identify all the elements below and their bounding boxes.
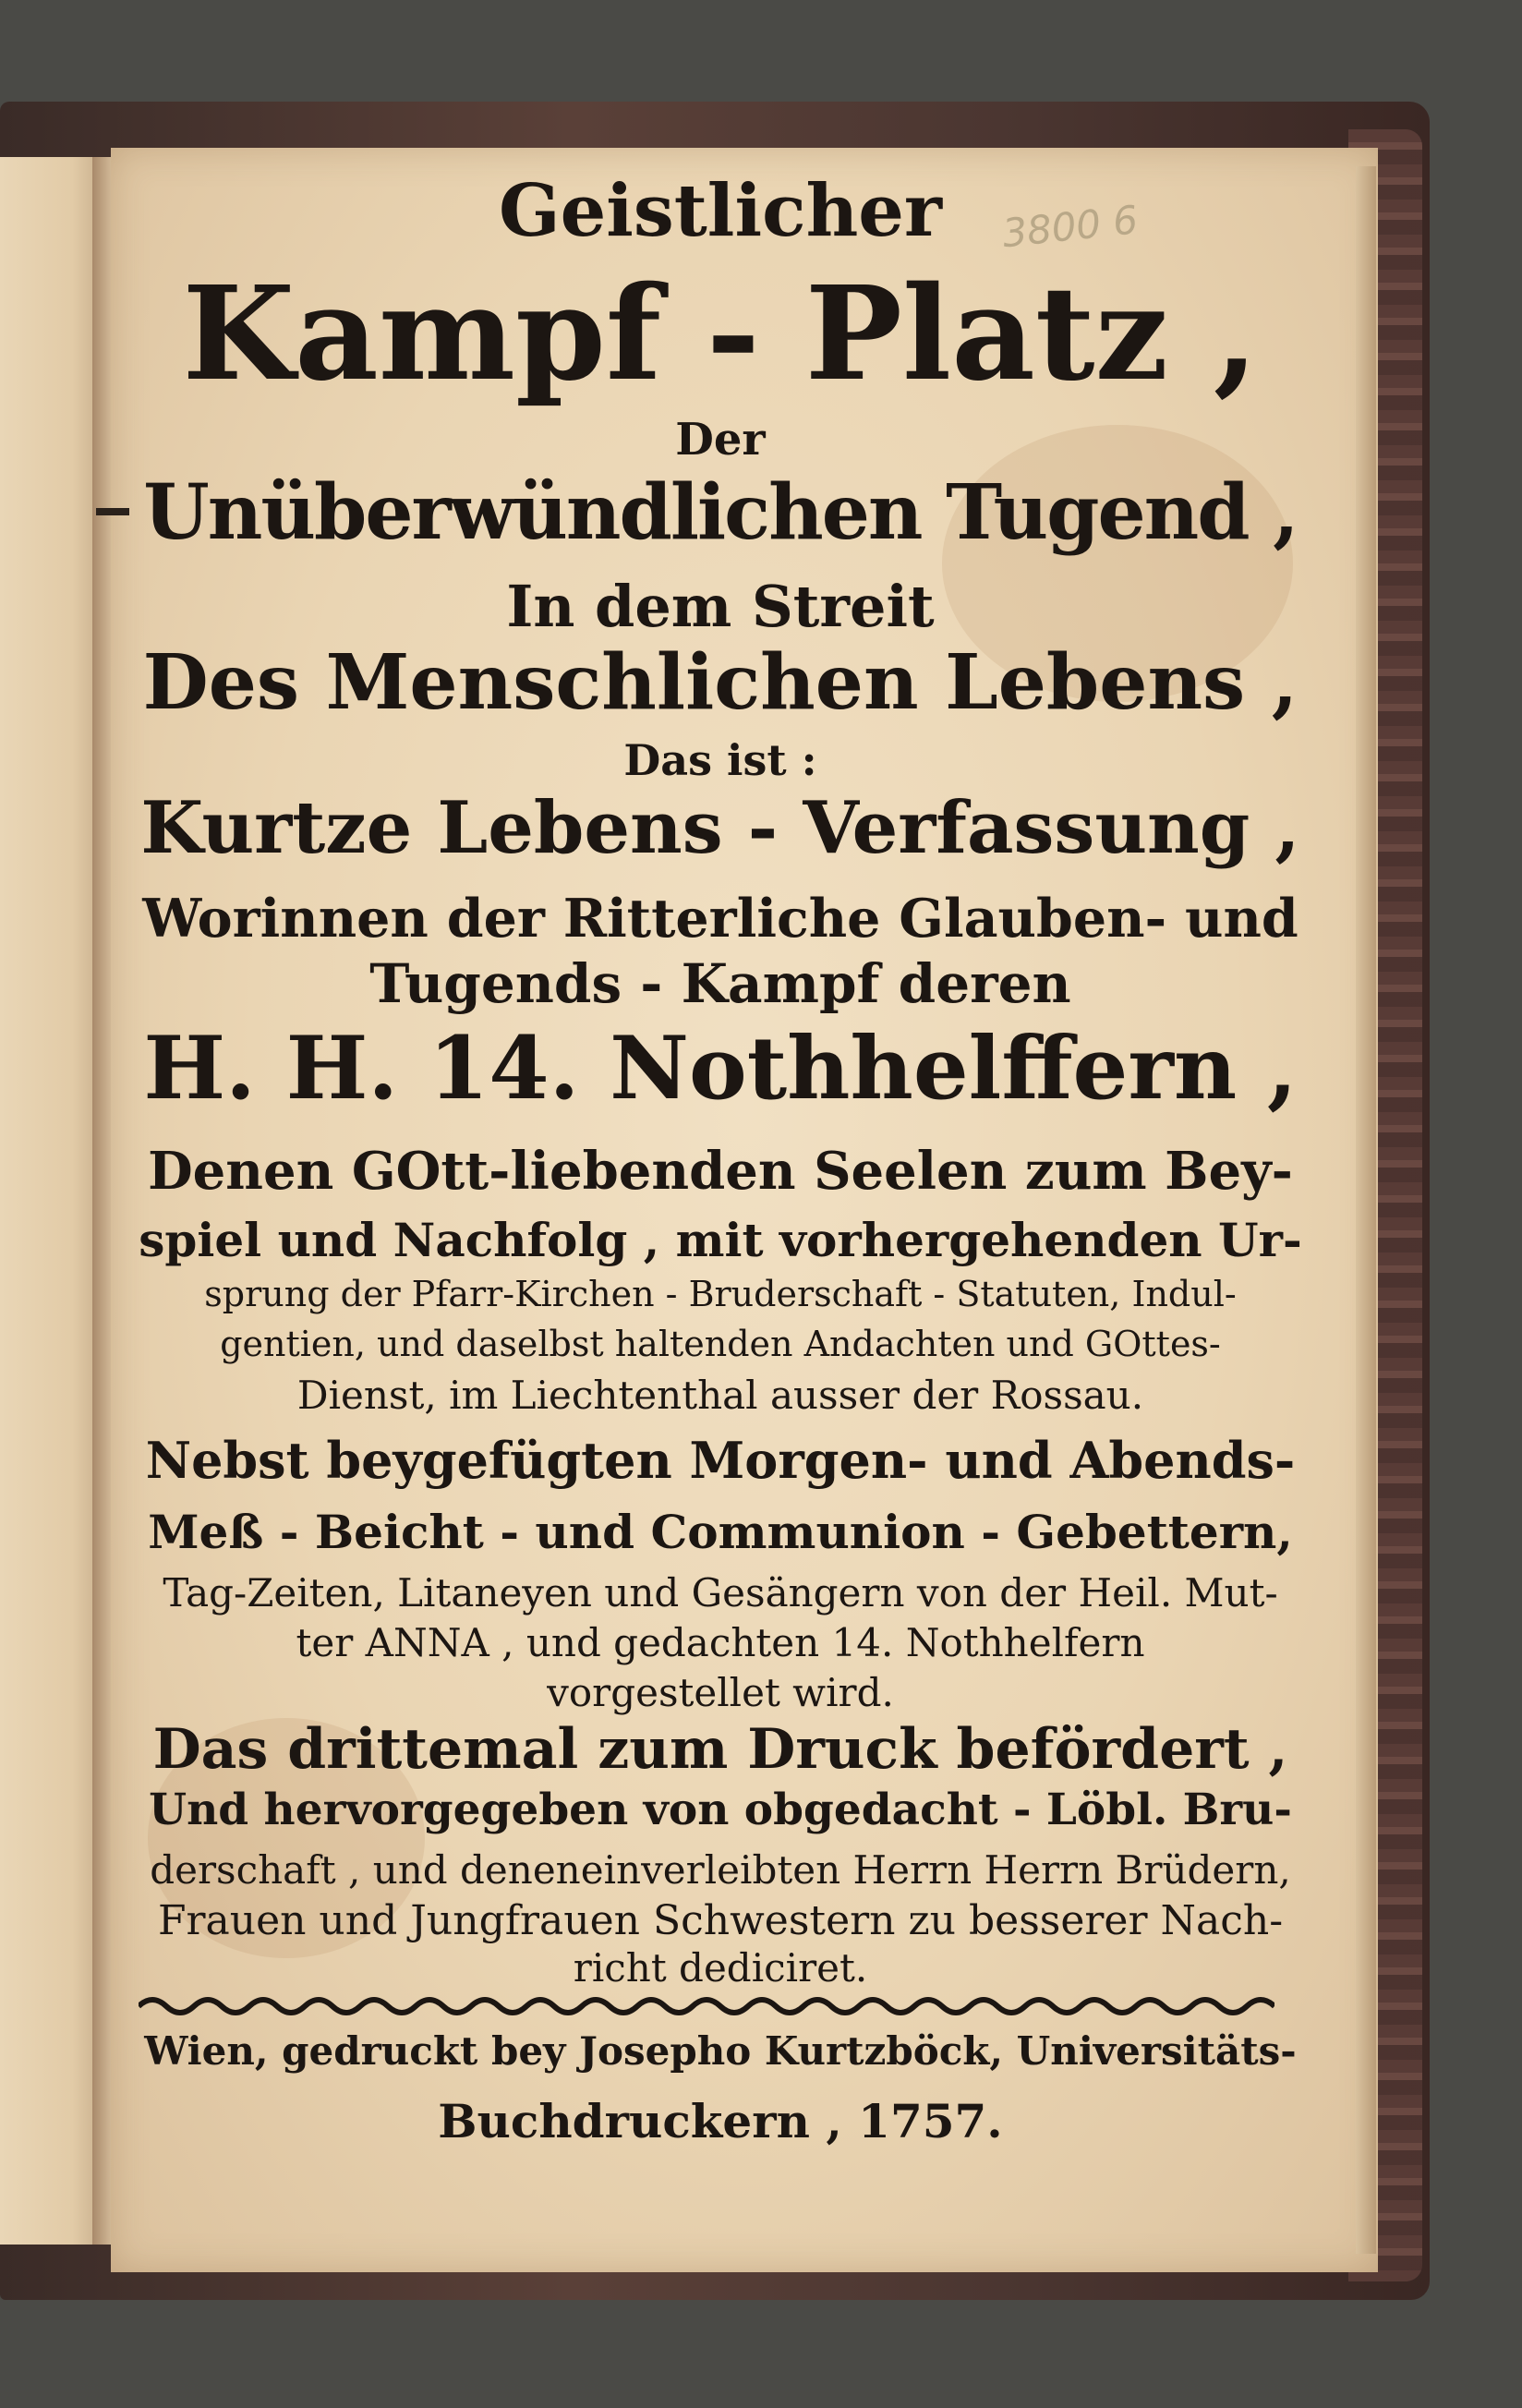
title-line-19: Tag-Zeiten, Litaneyen und Gesängern von der Heil. Mut-: [163, 1570, 1278, 1615]
title-line-22: Das drittemal zum Druck befördert ,: [152, 1717, 1288, 1782]
title-line-1: Geistlicher: [499, 169, 942, 253]
title-line-14: sprung der Pfarr-Kirchen - Bruderschaft - Statuten, Indul-: [204, 1274, 1237, 1314]
title-line-5: In dem Streit: [506, 573, 935, 640]
title-line-2: Kampf - Platz ,: [182, 259, 1259, 410]
page-edge: [1356, 166, 1376, 2254]
margin-mark: [96, 508, 129, 515]
left-page: [0, 157, 103, 2245]
title-line-9: Worinnen der Ritterliche Glauben- und: [142, 888, 1299, 950]
title-line-23: Und hervorgegeben von obgedacht - Löbl. Bru-: [149, 1785, 1292, 1835]
handwritten-note: 3800 6: [999, 197, 1141, 257]
title-line-7: Das ist :: [623, 735, 817, 785]
title-line-4: Unüberwündlichen Tugend ,: [143, 468, 1298, 557]
title-line-16: Dienst, im Liechtenthal ausser der Rossau.: [296, 1373, 1144, 1418]
title-line-25: Frauen und Jungfrauen Schwestern zu besserer Nach-: [157, 1897, 1284, 1944]
title-line-18: Meß - Beicht - und Communion - Gebettern,: [148, 1505, 1293, 1559]
ornament-rule: [139, 1993, 1274, 2019]
title-line-17: Nebst beygefügten Morgen- und Abends-: [145, 1431, 1296, 1490]
imprint-line-1: Wien, gedruckt bey Josepho Kurtzböck, Universitäts-: [144, 2028, 1297, 2074]
imprint-line-2: Buchdruckern , 1757.: [438, 2094, 1003, 2148]
title-line-26: richt dediciret.: [573, 1945, 868, 1991]
title-line-6: Des Menschlichen Lebens ,: [142, 638, 1299, 727]
title-line-21: vorgestellet wird.: [547, 1670, 894, 1715]
title-line-3: Der: [675, 414, 766, 466]
title-line-13: spiel und Nachfolg , mit vorhergehenden Ur-: [139, 1213, 1302, 1267]
title-line-20: ter ANNA , und gedachten 14. Nothhelfern: [296, 1620, 1145, 1665]
title-line-11: H. H. 14. Nothhelffern ,: [143, 1018, 1298, 1119]
title-line-8: Kurtze Lebens - Verfassung ,: [140, 786, 1300, 870]
title-line-10: Tugends - Kampf deren: [369, 952, 1071, 1015]
title-line-15: gentien, und daselbst haltenden Andachten und GOttes-: [220, 1324, 1221, 1364]
title-line-24: derschaft , und deneneinverleibten Herrn Herrn Brüdern,: [150, 1847, 1291, 1893]
title-line-12: Denen GOtt-liebenden Seelen zum Bey-: [148, 1141, 1293, 1202]
